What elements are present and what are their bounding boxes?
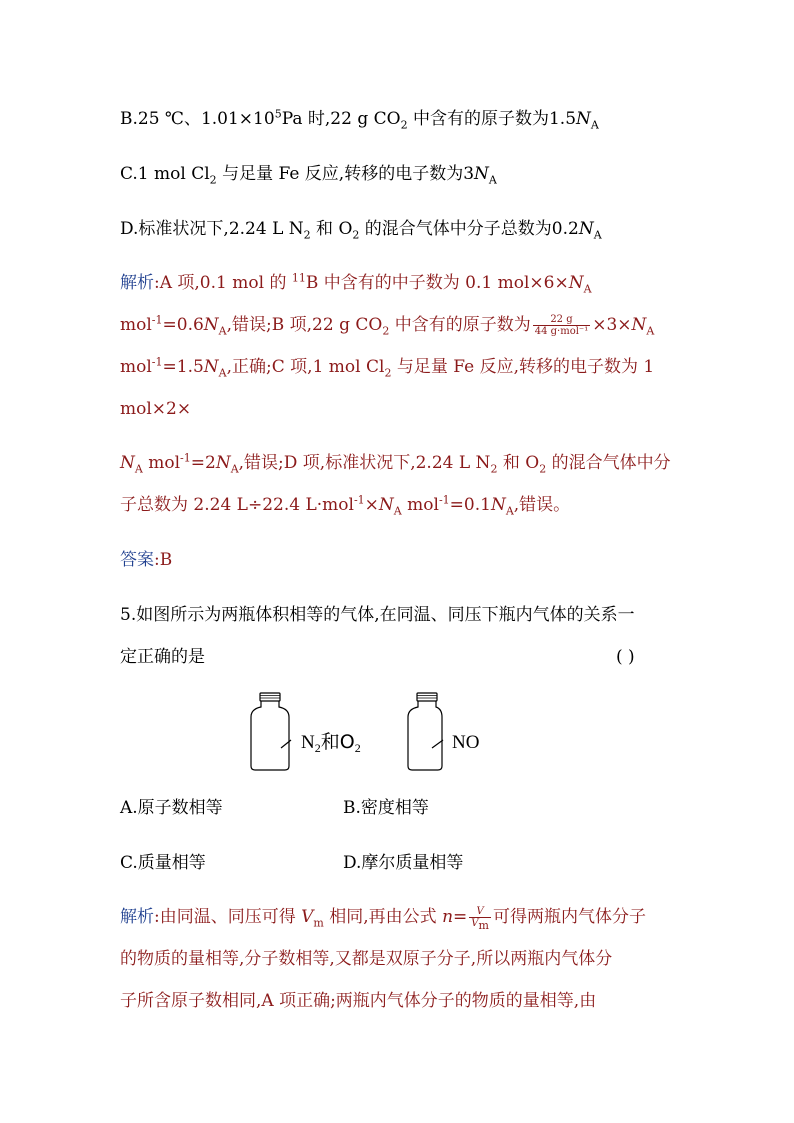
q5-stem-line-2: 定正确的是 <box>120 647 205 667</box>
q5-option-b: B.密度相等 <box>343 798 429 818</box>
bottle-icon <box>251 693 291 770</box>
q4-option-c: C.1 mol $Cl_2$ 与足量 Fe 反应,转移的电子数为$3N_A$ <box>120 164 497 187</box>
q4-analysis-line-3: $mol^{-1}=1.5N_A$,正确;C 项,1 mol $Cl_2$ 与足量 Fe 反应,转移的电子数为 1 <box>120 355 655 380</box>
q4-option-d: D.标准状况下,2.24 L $N_2$ 和 $O_2$ 的混合气体中分子总数为$0.2N_A$ <box>120 219 602 242</box>
q4-answer: 答案:B <box>120 550 173 570</box>
q5-analysis-line-3: 子所含原子数相同,A 项正确;两瓶内气体分子的物质的量相等,由 <box>120 991 597 1011</box>
bottle-1-label: $N_2$和$O_2$ <box>301 731 361 755</box>
q5-option-a: A.原子数相等 <box>120 798 223 818</box>
fraction: $\frac{V}{V_m}$ <box>471 906 489 932</box>
q5-analysis-line-2: 的物质的量相等,分子数相等,又都是双原子分子,所以两瓶内气体分 <box>120 949 613 969</box>
q4-analysis-line-2: $mol^{-1}=0.6N_A$,错误;B 项,22 g $CO_2$ 中含有的原子数为 $\frac{22 g}{\text{44 g·mol⁻¹}}$ $\times 3\times N_A$ <box>120 313 655 338</box>
bottle-2-label: NO <box>452 732 480 753</box>
q4-analysis-line-6: 子总数为 2.24 L÷22.4 $L\cdot mol^{-1}\times N_A$ $mol^{-1}=0.1N_A$,错误。 <box>120 493 571 518</box>
analysis-label: 解析 <box>120 907 154 927</box>
analysis-label: 解析 <box>120 273 154 293</box>
q5-option-d: D.摩尔质量相等 <box>343 853 464 873</box>
bottle-icon <box>408 693 443 770</box>
q4-analysis-line-4: mol×2× <box>120 399 192 419</box>
q5-stem-line-1: 5.如图所示为两瓶体积相等的气体,在同温、同压下瓶内气体的关系一 <box>120 605 635 625</box>
answer-label: 答案 <box>120 550 154 570</box>
q4-analysis-line-5: $N_A$ $mol^{-1}=2N_A$,错误;D 项,标准状况下,2.24 L $N_2$ 和 $O_2$ 的混合气体中分 <box>120 451 671 476</box>
answer-bracket: ( ) <box>616 647 635 667</box>
two-bottles-figure <box>245 690 505 780</box>
q4-option-b: B.25 ℃、$1.01\times 10^5Pa$ 时,22 g $CO_2$ 中含有的原子数为$1.5N_A$ <box>120 107 599 132</box>
q5-option-c: C.质量相等 <box>120 853 206 873</box>
q5-analysis-line-1: 解析:由同温、同压可得 $V_m$ 相同,再由公式 n= $\frac{V}{V_m}$ 可得两瓶内气体分子 <box>120 906 646 932</box>
fraction: $\frac{22 g}{\text{44 g·mol⁻¹}}$ <box>534 314 589 337</box>
q4-analysis-line-1: 解析:A 项,0.1 mol 的 $^{11}$B 中含有的中子数为 0.1 $mol\times 6\times N_A$ <box>120 271 592 296</box>
